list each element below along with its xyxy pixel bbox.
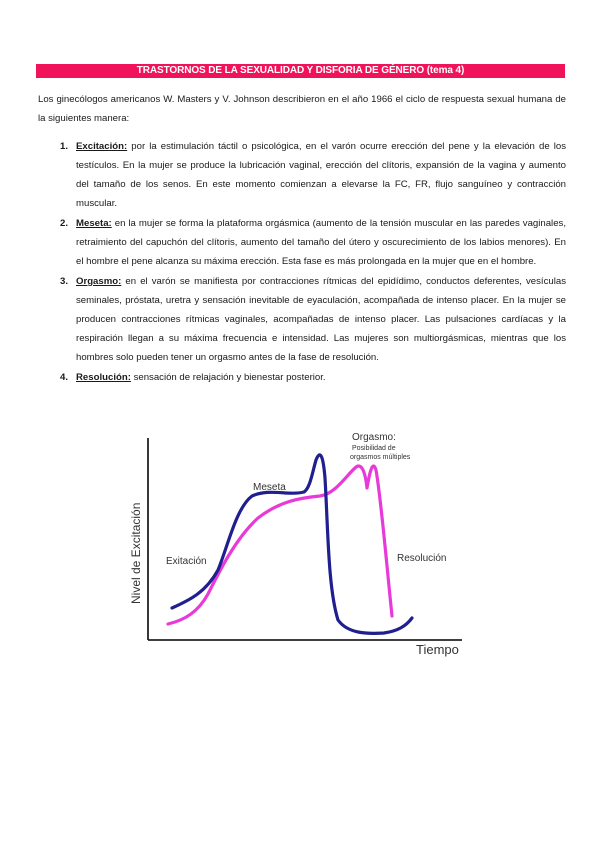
label-orgasmo-sub2: orgasmos múltiples xyxy=(350,454,411,461)
male-response-curve xyxy=(172,455,412,633)
stage-item-resolucion xyxy=(60,368,566,387)
response-cycle-stage-list xyxy=(60,137,566,388)
intro-paragraph: Los ginecólogos americanos W. Masters y V. Johnson describieron en el año 1966 el ciclo de respuesta sexual humana de la siguientes manera: xyxy=(38,94,566,124)
document-title-banner: TRASTORNOS DE LA SEXUALIDAD Y DISFORIA DE GÉNERO (tema 4) xyxy=(36,64,565,78)
stage-item-orgasmo xyxy=(60,272,566,367)
stage-description: en el varón se manifiesta por contracciones rítmicas del epidídimo, conductos deferentes, vesículas seminales, próstata, uretra y sensación inevitable de eyaculación, acompañada de intenso placer. En la mujer se producen contracciones rítmicas vaginales, acompañadas de intenso placer. Las pulsaciones cardíacas y la respiración llegan a su máxima frecuencia e intensidad. Las mujeres son multiorgásmicas, mientras que los hombres solo pueden tener un orgasmo antes de la fase de resolución. xyxy=(76,276,566,363)
label-orgasmo-title: Orgasmo: xyxy=(352,432,396,443)
stage-item-meseta xyxy=(60,214,566,271)
stage-description: por la estimulación táctil o psicológica, en el varón ocurre erección del pene y la elevación de los testículos. En la mujer se produce la lubricación vaginal, erección del clítoris, expansión de la vagina y aumento del tamaño de los senos. En este momento comienzan a elevarse la FC, FR, flujo sanguíneo y contracción muscular. xyxy=(76,141,566,209)
label-meseta: Meseta xyxy=(253,482,286,493)
stage-term: Excitación: xyxy=(76,141,128,152)
stage-description: en la mujer se forma la plataforma orgásmica (aumento de la tensión muscular en las paredes vaginales, retraimiento del capuchón del clítoris, aumento del tamaño del útero y oscurecimiento de los labios menores). En el hombre el pene alcanza su máxima erección. Esta fase es más prolongada en la mujer que en el hombre. xyxy=(76,218,566,267)
x-axis-label: Tiempo xyxy=(416,642,459,657)
label-orgasmo-sub1: Posibilidad de xyxy=(352,445,396,452)
stage-number: 2. xyxy=(60,218,69,229)
label-excitacion: Exitación xyxy=(166,556,207,567)
stage-term: Orgasmo: xyxy=(76,276,122,287)
stage-item-excitacion xyxy=(60,137,566,213)
sexual-response-cycle-figure xyxy=(129,398,470,666)
stage-term: Meseta: xyxy=(76,218,112,229)
y-axis-label: Nivel de Excitación xyxy=(129,502,143,604)
stage-number: 1. xyxy=(60,141,69,152)
response-curve-diagram xyxy=(129,398,470,666)
stage-number: 3. xyxy=(60,276,69,287)
stage-number: 4. xyxy=(60,372,69,383)
stage-term: Resolución: xyxy=(76,372,131,383)
label-resolucion: Resolución xyxy=(397,553,447,564)
stage-description: sensación de relajación y bienestar posterior. xyxy=(130,372,326,383)
